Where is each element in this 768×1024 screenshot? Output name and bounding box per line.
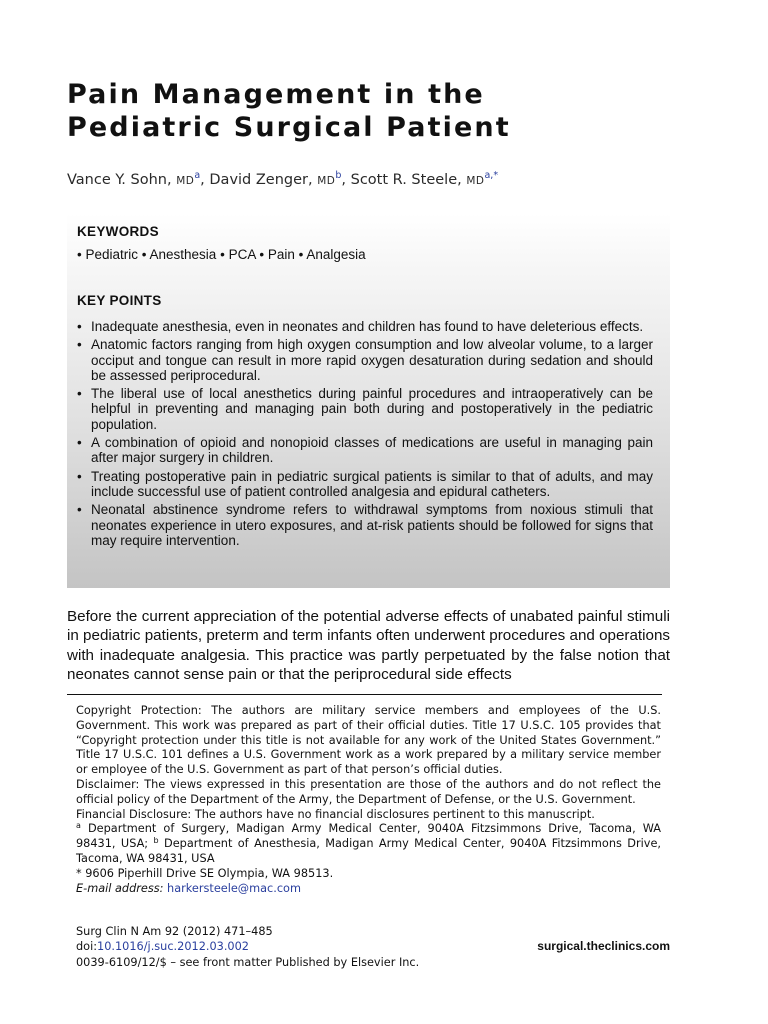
affiliation-marker: a (76, 821, 81, 831)
keyword: • Pediatric (77, 247, 138, 262)
affiliation-b: Department of Anesthesia, Madigan Army Medical Center, 9040A Fitzsimmons Drive, Tacoma, WA 98431, USA (76, 837, 662, 865)
affiliation-link[interactable]: b (335, 170, 342, 181)
financial-disclosure: Financial Disclosure: The authors have no financial disclosures pertinent to this manuscript. (76, 807, 595, 821)
doi-line (76, 939, 419, 954)
doi-link[interactable]: 10.1016/j.suc.2012.03.002 (97, 940, 249, 954)
author-list: Vance Y. Sohn, $MD^a$, David Zenger, $MD^b$, Scott R. Steele, $MD^{a,*}$ (67, 170, 499, 188)
author-name: David Zenger, (209, 172, 313, 188)
key-point-item: • The liberal use of local anesthetics during painful procedures and intraoperatively can be helpful in preventing and managing pain both during and postoperatively in the pediatric population. (77, 386, 653, 432)
author-degree: MD (176, 175, 195, 187)
disclaimer-note: Disclaimer: The views expressed in this presentation are those of the authors and do not reflect the official policy of the Department of the Army, the Department of Defense, or the U.S. Government. (76, 777, 661, 806)
copyright-note: Copyright Protection: The authors are military service members and employees of the U.S. Government. This work was prepared as part of their official duties. Title 17 U.S.C. 105 provides that “Copyright protection under this title is not available for any work of the United States Government.” Title 17 U.S.C. 101 defines a U.S. Government work as a work prepared by a military service member or employee of the U.S. Government as part of that person’s official duties. (76, 704, 661, 777)
affiliations (76, 822, 661, 866)
doi-label: doi: (76, 940, 98, 954)
key-point-item: • Anatomic factors ranging from high oxygen consumption and low alveolar volume, to a larger occiput and tongue can result in more rapid oxygen desaturation during sedation and should be assessed periprocedural. (77, 337, 653, 383)
author-name: Vance Y. Sohn, (67, 172, 172, 188)
key-point-item: • Treating postoperative pain in pediatric surgical patients is similar to that of adults, and may include successful use of patient controlled analgesia and epidural catheters. (77, 469, 653, 500)
key-point-item: • Inadequate anesthesia, even in neonates and children has found to have deleterious effects. (77, 319, 653, 334)
body-paragraph: Before the current appreciation of the potential adverse effects of unabated painful stimuli in pediatric patients, preterm and term infants often underwent procedures and operations with inadequate analgesia. This practice was partly perpetuated by the false notion that neonates cannot sense pain or that the periprocedural side effects (67, 608, 670, 684)
footnotes (76, 704, 661, 896)
key-points-heading: KEY POINTS (77, 293, 162, 308)
article-title (67, 78, 687, 144)
author-name: Scott R. Steele, (350, 172, 462, 188)
issn-line: 0039-6109/12/$ – see front matter Published by Elsevier Inc. (76, 955, 420, 969)
email-link[interactable]: harkersteele@mac.com (167, 881, 301, 895)
author-degree: MD (317, 175, 336, 187)
title-line-1: Pain Management in the (67, 79, 485, 110)
key-point-item: • A combination of opioid and nonopioid classes of medications are useful in managing pain after major surgery in children. (77, 435, 653, 466)
author-degree: MD (466, 175, 485, 187)
key-point-item: • Neonatal abstinence syndrome refers to withdrawal symptoms from noxious stimuli that neonates experience in utero exposures, and at-risk patients should be followed for signs that may require intervention. (77, 502, 653, 548)
affiliation-a: Department of Surgery, Madigan Army Medical Center, 9040A Fitzsimmons Drive, Tacoma, WA 98431, USA; (76, 822, 662, 851)
corresponding-address: * 9606 Piperhill Drive SE Olympia, WA 98513. (76, 866, 334, 880)
title-line-2: Pediatric Surgical Patient (67, 112, 511, 143)
citation-line: Surg Clin N Am 92 (2012) 471–485 (76, 925, 273, 938)
keyword: • PCA (220, 247, 256, 262)
affiliation-link[interactable]: a,* (484, 170, 499, 181)
affiliation-link[interactable]: a (194, 170, 201, 181)
journal-site-link[interactable]: surgical.theclinics.com (537, 939, 670, 953)
key-points-list (77, 319, 653, 551)
citation-block (76, 924, 419, 970)
email-label: E-mail address: (76, 881, 164, 895)
keyword: • Analgesia (299, 247, 366, 262)
affiliation-marker: b (153, 836, 159, 846)
keywords-list (77, 247, 366, 262)
keyword: • Anesthesia (142, 247, 217, 262)
email-line (76, 882, 661, 897)
keywords-heading: KEYWORDS (77, 224, 159, 239)
keyword: • Pain (259, 247, 295, 262)
footnote-divider (67, 694, 662, 695)
keywords-keypoints-box (67, 214, 670, 588)
